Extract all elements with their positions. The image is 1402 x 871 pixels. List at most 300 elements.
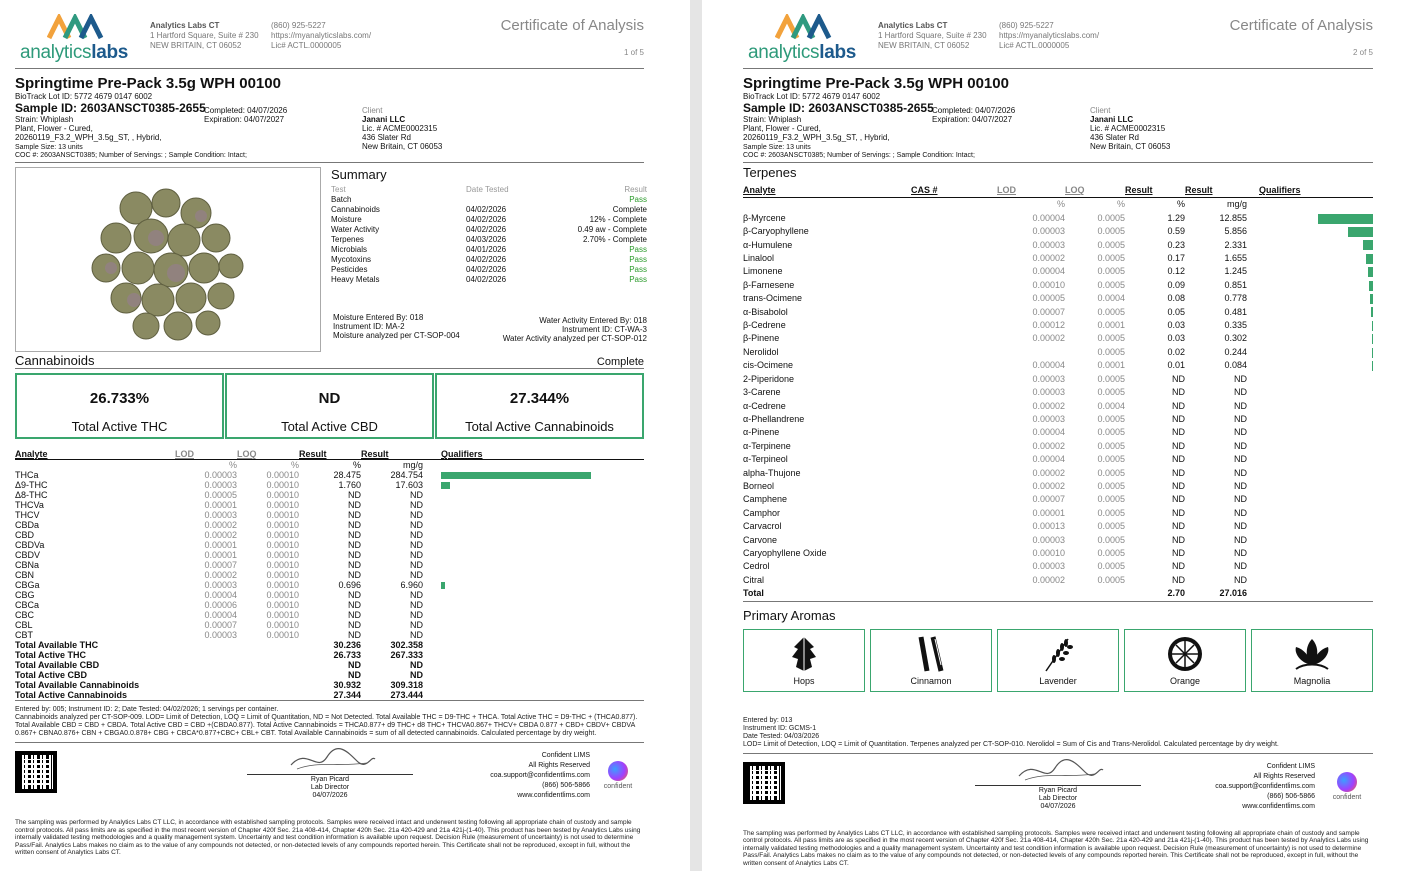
result-bar <box>1363 240 1373 250</box>
result-pct: 0.05 <box>1167 306 1185 317</box>
table-row <box>15 620 644 630</box>
bar-track <box>441 531 644 539</box>
qualifier-cell <box>441 510 644 520</box>
lims-url[interactable]: www.confidentlims.com <box>517 792 590 799</box>
analyte-name: CBG <box>15 590 35 600</box>
table-row <box>743 306 1373 319</box>
cas-value <box>911 520 997 533</box>
table-row <box>15 610 644 620</box>
total-label: Total Active THC <box>71 419 168 434</box>
summary-date: 04/03/2026 <box>466 235 507 244</box>
cas-value <box>911 292 997 305</box>
table-row <box>743 547 1373 560</box>
aroma-lavender <box>997 629 1119 692</box>
spacer <box>423 670 441 680</box>
moisture-entered-by: Moisture Entered By: 018 <box>333 313 424 322</box>
cas-value <box>911 440 997 453</box>
summary-date: 04/01/2026 <box>466 245 507 254</box>
analyte-name: 2-Piperidone <box>743 373 795 384</box>
lod-value: 0.00006 <box>204 600 237 610</box>
result-bar <box>1371 307 1373 317</box>
strain: Strain: Whiplash <box>743 115 802 124</box>
summary-date: 04/02/2026 <box>466 275 507 284</box>
result-pct: ND <box>348 530 361 540</box>
result-mg: 1.655 <box>1224 253 1247 264</box>
lod-value: 0.00013 <box>1032 521 1065 532</box>
table-row <box>743 507 1373 520</box>
result-pct: ND <box>1172 574 1185 585</box>
result-pct: ND <box>348 540 361 550</box>
spacer <box>1247 574 1259 587</box>
analyte-name: β-Myrcene <box>743 212 786 223</box>
table-row <box>15 630 644 640</box>
spacer <box>423 550 441 560</box>
table-row <box>743 346 1373 359</box>
spacer <box>1247 400 1259 413</box>
analyte-name: CBGa <box>15 580 40 590</box>
lod-value: 0.00003 <box>1032 373 1065 384</box>
analyte-name: 3-Carene <box>743 387 781 398</box>
lod-value: 0.00002 <box>1032 480 1065 491</box>
result-pct: ND <box>348 600 361 610</box>
result-mg: ND <box>1234 574 1247 585</box>
col-analyte: Analyte <box>15 449 175 460</box>
spacer <box>1247 292 1259 305</box>
loq-value: 0.0005 <box>1097 480 1125 491</box>
lims-email[interactable]: coa.support@confidentlims.com <box>1215 782 1315 790</box>
analyte-name: cis-Ocimene <box>743 360 794 371</box>
col-result-pct: Result <box>299 449 361 460</box>
summary-result: Pass <box>629 265 647 274</box>
col-qualifiers: Qualifiers <box>1259 184 1373 198</box>
result-mg: 6.960 <box>400 580 423 590</box>
spacer <box>423 490 441 500</box>
col-lod: LOD <box>175 449 237 460</box>
analyte-name: alpha-Thujone <box>743 467 801 478</box>
loq-value: 0.00010 <box>266 620 299 630</box>
bar-track <box>1259 562 1373 572</box>
result-pct: ND <box>1172 507 1185 518</box>
page-number: 1 of 5 <box>623 48 644 57</box>
terpenes-title: Terpenes <box>743 165 797 180</box>
terp-total-label: Total <box>743 588 764 599</box>
analyte-name: α-Humulene <box>743 239 793 250</box>
spacer <box>1247 373 1259 386</box>
loq-value: 0.00010 <box>266 470 299 480</box>
lod-value: 0.00003 <box>1032 226 1065 237</box>
total-row <box>15 650 644 660</box>
result-pct: 0.696 <box>338 580 361 590</box>
moisture-instrument: Instrument ID: MA-2 <box>333 322 405 331</box>
lab-license: Lic# ACTL.0000005 <box>999 41 1070 50</box>
table-row <box>15 570 644 580</box>
spacer <box>423 590 441 600</box>
result-mg: ND <box>1234 454 1247 465</box>
result-mg: ND <box>1234 521 1247 532</box>
spacer <box>1247 332 1259 345</box>
summary-result: Pass <box>629 195 647 204</box>
cas-value <box>911 319 997 332</box>
loq-value: 0.0005 <box>1097 306 1125 317</box>
result-pct: ND <box>1172 480 1185 491</box>
lod-value: 0.00002 <box>1032 333 1065 344</box>
spacer <box>441 660 644 670</box>
table-row <box>743 560 1373 573</box>
client-label: Client <box>1090 106 1111 115</box>
spacer <box>1247 386 1259 399</box>
result-mg: ND <box>410 560 423 570</box>
result-pct: ND <box>348 510 361 520</box>
qualifier-cell <box>1259 493 1373 506</box>
analyte-name: β-Caryophyllene <box>743 226 809 237</box>
cannabinoids-title: Cannabinoids <box>15 353 95 368</box>
unit-lod: % <box>1056 199 1065 210</box>
total-pct: 27.344 <box>333 690 361 700</box>
spacer <box>1247 279 1259 292</box>
batch: 20260119_F3.2_WPH_3.5g_ST, , Hybrid, <box>743 133 890 142</box>
total-pct: ND <box>348 670 361 680</box>
total-value: ND <box>318 390 341 407</box>
bar-track <box>1259 415 1373 425</box>
result-mg: ND <box>410 500 423 510</box>
signoff-block <box>15 747 644 807</box>
confident-logo <box>598 761 638 790</box>
spacer <box>1247 319 1259 332</box>
lod-value: 0.00003 <box>1032 239 1065 250</box>
cannabinoid-entry-note: Entered by: 005; Instrument ID: 2; Date Tested: 04/02/2026; 1 servings per container. <box>15 706 279 713</box>
result-mg: ND <box>410 610 423 620</box>
qualifier-cell <box>1259 467 1373 480</box>
result-mg: ND <box>410 630 423 640</box>
spacer <box>441 670 644 680</box>
spacer <box>237 660 299 670</box>
summary-row <box>331 245 647 255</box>
analyte-name: Borneol <box>743 480 775 491</box>
table-row <box>743 453 1373 466</box>
result-mg: 0.084 <box>1224 360 1247 371</box>
cas-value <box>911 534 997 547</box>
loq-value: 0.0005 <box>1097 574 1125 585</box>
lab-address2: NEW BRITAIN, CT 06052 <box>150 41 242 50</box>
result-mg: ND <box>1234 440 1247 451</box>
lod-value: 0.00004 <box>204 610 237 620</box>
result-pct: ND <box>348 620 361 630</box>
analyte-name: α-Phellandrene <box>743 413 805 424</box>
spacer <box>441 640 644 650</box>
spacer <box>175 670 237 680</box>
result-bar <box>1368 267 1373 277</box>
analyte-name: Nerolidol <box>743 346 779 357</box>
coc-info: COC #: 2603ANSCT0385; Number of Servings: ; Sample Condition: Intact; <box>15 152 247 159</box>
result-pct: 1.760 <box>338 480 361 490</box>
loq-value: 0.0005 <box>1097 239 1125 250</box>
summary-result: Pass <box>629 275 647 284</box>
signer-title: Lab Director <box>310 784 350 791</box>
result-mg: ND <box>1234 480 1247 491</box>
product-photo <box>15 167 321 352</box>
result-bar <box>441 582 445 589</box>
unit-pct: % <box>352 460 361 470</box>
signature-icon <box>287 747 377 773</box>
loq-value: 0.00010 <box>266 510 299 520</box>
lod-value: 0.00002 <box>1032 440 1065 451</box>
bar-track <box>441 581 644 589</box>
result-mg: ND <box>1234 507 1247 518</box>
spacer <box>237 640 299 650</box>
product-name: Springtime Pre-Pack 3.5g WPH 00100 <box>15 75 281 92</box>
loq-value: 0.00010 <box>266 570 299 580</box>
total-mg: ND <box>410 660 423 670</box>
result-mg: 0.778 <box>1224 293 1247 304</box>
coa-page-1 <box>0 0 690 871</box>
coa-page-2 <box>712 0 1402 871</box>
sample-type: Plant, Flower - Cured, <box>15 124 93 133</box>
spacer <box>441 650 644 660</box>
total-pct: 26.733 <box>333 650 361 660</box>
analyte-name: Caryophyllene Oxide <box>743 547 827 558</box>
loq-value: 0.00010 <box>266 520 299 530</box>
product-name: Springtime Pre-Pack 3.5g WPH 00100 <box>743 75 1009 92</box>
total-name: Total Available THC <box>15 640 99 650</box>
lod-value: 0.00004 <box>1032 212 1065 223</box>
orange-icon <box>1165 635 1205 673</box>
wa-instrument: Instrument ID: CT-WA-3 <box>561 325 647 334</box>
qualifier-cell <box>1259 453 1373 466</box>
analyte-name: α-Pinene <box>743 427 780 438</box>
sample-id: Sample ID: 2603ANSCT0385-2655 <box>15 101 206 115</box>
table-row <box>743 426 1373 439</box>
cas-value <box>911 413 997 426</box>
lab-logo <box>748 14 863 62</box>
table-row <box>15 590 644 600</box>
summary-row <box>331 255 647 265</box>
summary-row <box>331 195 647 205</box>
analyte-name: Δ9-THC <box>15 480 48 490</box>
spacer <box>423 640 441 650</box>
terp-instrument: Instrument ID: GCMS-1 <box>743 724 817 732</box>
disclaimer: The sampling was performed by Analytics Labs CT LLC, in accordance with established sampling protocols. Samples were received intact and underwent testing following all appropriate chain of custody and sample control protocols. All pass limits are as specified in the most recent version of Chapter 420f Sec. 21a 408-414, Chapter 420h Sec. 21a 420-429 and 21a 421j-(1-40). This product has been tested by Analytics Labs using internally validated testing methodologies and a quality management system. Uncertainty and test condition information is available upon request. Decision Rule (measurement of uncertainty) is not used to determine Pass/Fail. Analytics Labs makes no claim as to the value of any compounds not detected, or non-detected levels of any compounds reported herein. This Certificate shall not be reproduced, except in full, without the written consent of Analytics Labs CT. <box>15 819 641 856</box>
loq-value: 0.00010 <box>266 580 299 590</box>
bar-track <box>441 511 644 519</box>
signer-name: Ryan Picard <box>1038 786 1078 794</box>
qualifier-cell <box>1259 292 1373 305</box>
unit-lod: % <box>228 460 237 470</box>
loq-value: 0.0005 <box>1097 373 1125 384</box>
total-mg: 267.333 <box>390 650 423 660</box>
loq-value: 0.0005 <box>1097 494 1125 505</box>
result-pct: ND <box>1172 561 1185 572</box>
aroma-label: Cinnamon <box>910 675 952 686</box>
result-bar <box>1366 254 1373 264</box>
analyte-name: β-Pinene <box>743 333 780 344</box>
summary-row <box>331 225 647 235</box>
total-row <box>15 640 644 650</box>
biotrack-id: BioTrack Lot ID: 5772 4679 0147 6002 <box>15 92 153 101</box>
col-result-mg: Result <box>361 449 423 460</box>
total-pct: ND <box>348 660 361 670</box>
qualifier-cell <box>441 610 644 620</box>
summary-result: Pass <box>629 255 647 264</box>
qualifier-cell <box>441 470 644 480</box>
cas-value <box>911 239 997 252</box>
lab-url[interactable]: https://myanalyticslabs.com/ <box>999 31 1100 40</box>
spacer <box>423 530 441 540</box>
summary-row <box>331 265 647 275</box>
loq-value: 0.0005 <box>1097 226 1125 237</box>
qualifier-cell <box>1259 560 1373 573</box>
summary-date: 04/02/2026 <box>466 255 507 264</box>
lims-rights: All Rights Reserved <box>528 762 590 769</box>
spacer <box>1247 239 1259 252</box>
bar-track <box>441 631 644 639</box>
result-bar <box>1372 348 1374 358</box>
total-row <box>15 670 644 680</box>
lod-value: 0.00003 <box>1032 413 1065 424</box>
total-pct: 30.932 <box>333 680 361 690</box>
bar-track <box>1259 535 1373 545</box>
result-mg: ND <box>1234 467 1247 478</box>
aroma-hops <box>743 629 865 692</box>
loq-value: 0.0004 <box>1097 400 1125 411</box>
loq-value: 0.0005 <box>1097 253 1125 264</box>
spacer <box>423 630 441 640</box>
cannabinoids-status: Complete <box>596 356 644 368</box>
analyte-name: THCVa <box>15 500 44 510</box>
cinnamon-icon <box>911 635 951 673</box>
lab-license: Lic# ACTL.0000005 <box>271 41 342 50</box>
spacer <box>1247 413 1259 426</box>
cannabis-flower-image <box>16 168 320 351</box>
total-value: 27.344% <box>509 390 570 407</box>
lod-value: 0.00007 <box>1032 494 1065 505</box>
result-mg: ND <box>410 490 423 500</box>
summary-row <box>331 275 647 285</box>
analyte-name: α-Terpineol <box>743 454 788 465</box>
logo-text-a: analytics <box>20 42 92 63</box>
summary-test: Batch <box>331 195 352 204</box>
result-pct: ND <box>348 560 361 570</box>
qualifier-cell <box>1259 440 1373 453</box>
cas-value <box>911 467 997 480</box>
lims-url[interactable]: www.confidentlims.com <box>1242 802 1315 810</box>
table-row <box>743 520 1373 533</box>
lod-value: 0.00003 <box>204 470 237 480</box>
lab-name: Analytics Labs CT <box>150 21 220 30</box>
bar-track <box>1259 495 1373 505</box>
result-pct: ND <box>348 630 361 640</box>
lab-phone: (860) 925-5227 <box>271 21 326 30</box>
loq-value: 0.00010 <box>266 500 299 510</box>
result-pct: ND <box>1172 440 1185 451</box>
table-row <box>743 373 1373 386</box>
bar-track <box>1259 361 1373 371</box>
analyte-name: Carvacrol <box>743 521 782 532</box>
loq-value: 0.00010 <box>266 490 299 500</box>
loq-value: 0.0005 <box>1097 279 1125 290</box>
unit-mg: mg/g <box>402 460 423 470</box>
col-loq: LOQ <box>237 449 299 460</box>
qualifier-cell <box>1259 400 1373 413</box>
total-name: Total Active Cannabinoids <box>15 690 128 700</box>
result-pct: ND <box>348 570 361 580</box>
result-mg: ND <box>1234 561 1247 572</box>
result-pct: ND <box>348 520 361 530</box>
analyte-name: CBN <box>15 570 35 580</box>
lab-name: Analytics Labs CT <box>878 21 948 30</box>
analyte-name: β-Farnesene <box>743 279 795 290</box>
lod-value: 0.00004 <box>1032 360 1065 371</box>
lod-value: 0.00007 <box>204 560 237 570</box>
qr-code-icon[interactable] <box>743 762 785 804</box>
result-pct: ND <box>1172 427 1185 438</box>
lab-url[interactable]: https://myanalyticslabs.com/ <box>271 31 372 40</box>
result-mg: ND <box>410 510 423 520</box>
bar-track <box>441 561 644 569</box>
summary-date <box>466 195 546 205</box>
bar-track <box>1259 549 1373 559</box>
result-pct: ND <box>1172 521 1185 532</box>
spacer <box>237 690 299 700</box>
result-mg: ND <box>1234 400 1247 411</box>
spacer <box>423 580 441 590</box>
wa-sop: Water Activity analyzed per CT-SOP-012 <box>502 334 647 343</box>
cannabinoid-method-note: Cannabinoids analyzed per CT-SOP-009. LOD= Limit of Detection, LOQ = Limit of Quantitation, ND = Not Detected. Total Available THC = D9-THC + THCA. Total Active THC = D9-THC + (THCA0.877). Total Available CBD = CBD + CBDA. Total Active CBD = CBD +(CBDA0.877). Total Active Cannabinoids = THCA0.877+ d9 THC+ d8 THC+ THCVA0.867+ THCV+ CBDA 0.877 + CBD+ CBDV+ CBDVA 0.867+ CBNA0.876+ CBN + CBGA0.0.878+ CBG + CBCA*0.877+CBC+ CBL+ CBT. Total Available Cannabinoids = sum of all detected cannabinoids. Calculated percentage by dry weight. <box>15 714 638 737</box>
expiration-date: Expiration: 04/07/2027 <box>932 115 1013 124</box>
lod-value: 0.00002 <box>1032 253 1065 264</box>
cas-value <box>911 493 997 506</box>
logo-mark-icon <box>775 14 835 40</box>
spacer <box>1247 252 1259 265</box>
spacer <box>1247 346 1259 359</box>
spacer <box>423 470 441 480</box>
lod-value: 0.00001 <box>204 540 237 550</box>
cas-value <box>911 400 997 413</box>
table-row <box>743 252 1373 265</box>
lims-name: Confident LIMS <box>1266 762 1315 770</box>
bar-track <box>441 521 644 529</box>
col-lod: LOD <box>997 184 1065 198</box>
total-name: Total Available CBD <box>15 660 100 670</box>
loq-value: 0.0005 <box>1097 521 1125 532</box>
lod-value: 0.00003 <box>204 480 237 490</box>
table-row <box>15 510 644 520</box>
total-row <box>15 690 644 700</box>
bar-track <box>1259 334 1373 344</box>
lims-email[interactable]: coa.support@confidentlims.com <box>490 772 590 779</box>
lod-value: 0.00003 <box>1032 534 1065 545</box>
total-value: 26.733% <box>89 390 150 407</box>
qualifier-cell <box>441 480 644 490</box>
result-mg: 284.754 <box>390 470 423 480</box>
bar-track <box>1259 482 1373 492</box>
result-mg: ND <box>410 530 423 540</box>
page-gap <box>690 0 712 871</box>
lod-value: 0.00002 <box>204 570 237 580</box>
signoff-block <box>743 758 1373 818</box>
result-mg: 0.302 <box>1224 333 1247 344</box>
total-name: Total Active THC <box>15 650 87 660</box>
result-pct: ND <box>348 610 361 620</box>
summary-header-date: Date Tested <box>466 185 509 194</box>
result-mg: 0.244 <box>1224 346 1247 357</box>
summary-result: 2.70% - Complete <box>582 235 647 244</box>
result-pct: ND <box>1172 547 1185 558</box>
qr-code-icon[interactable] <box>15 751 57 793</box>
cas-value <box>911 306 997 319</box>
total-mg: 309.318 <box>390 680 423 690</box>
qualifier-cell <box>1259 306 1373 319</box>
qualifier-cell <box>441 530 644 540</box>
